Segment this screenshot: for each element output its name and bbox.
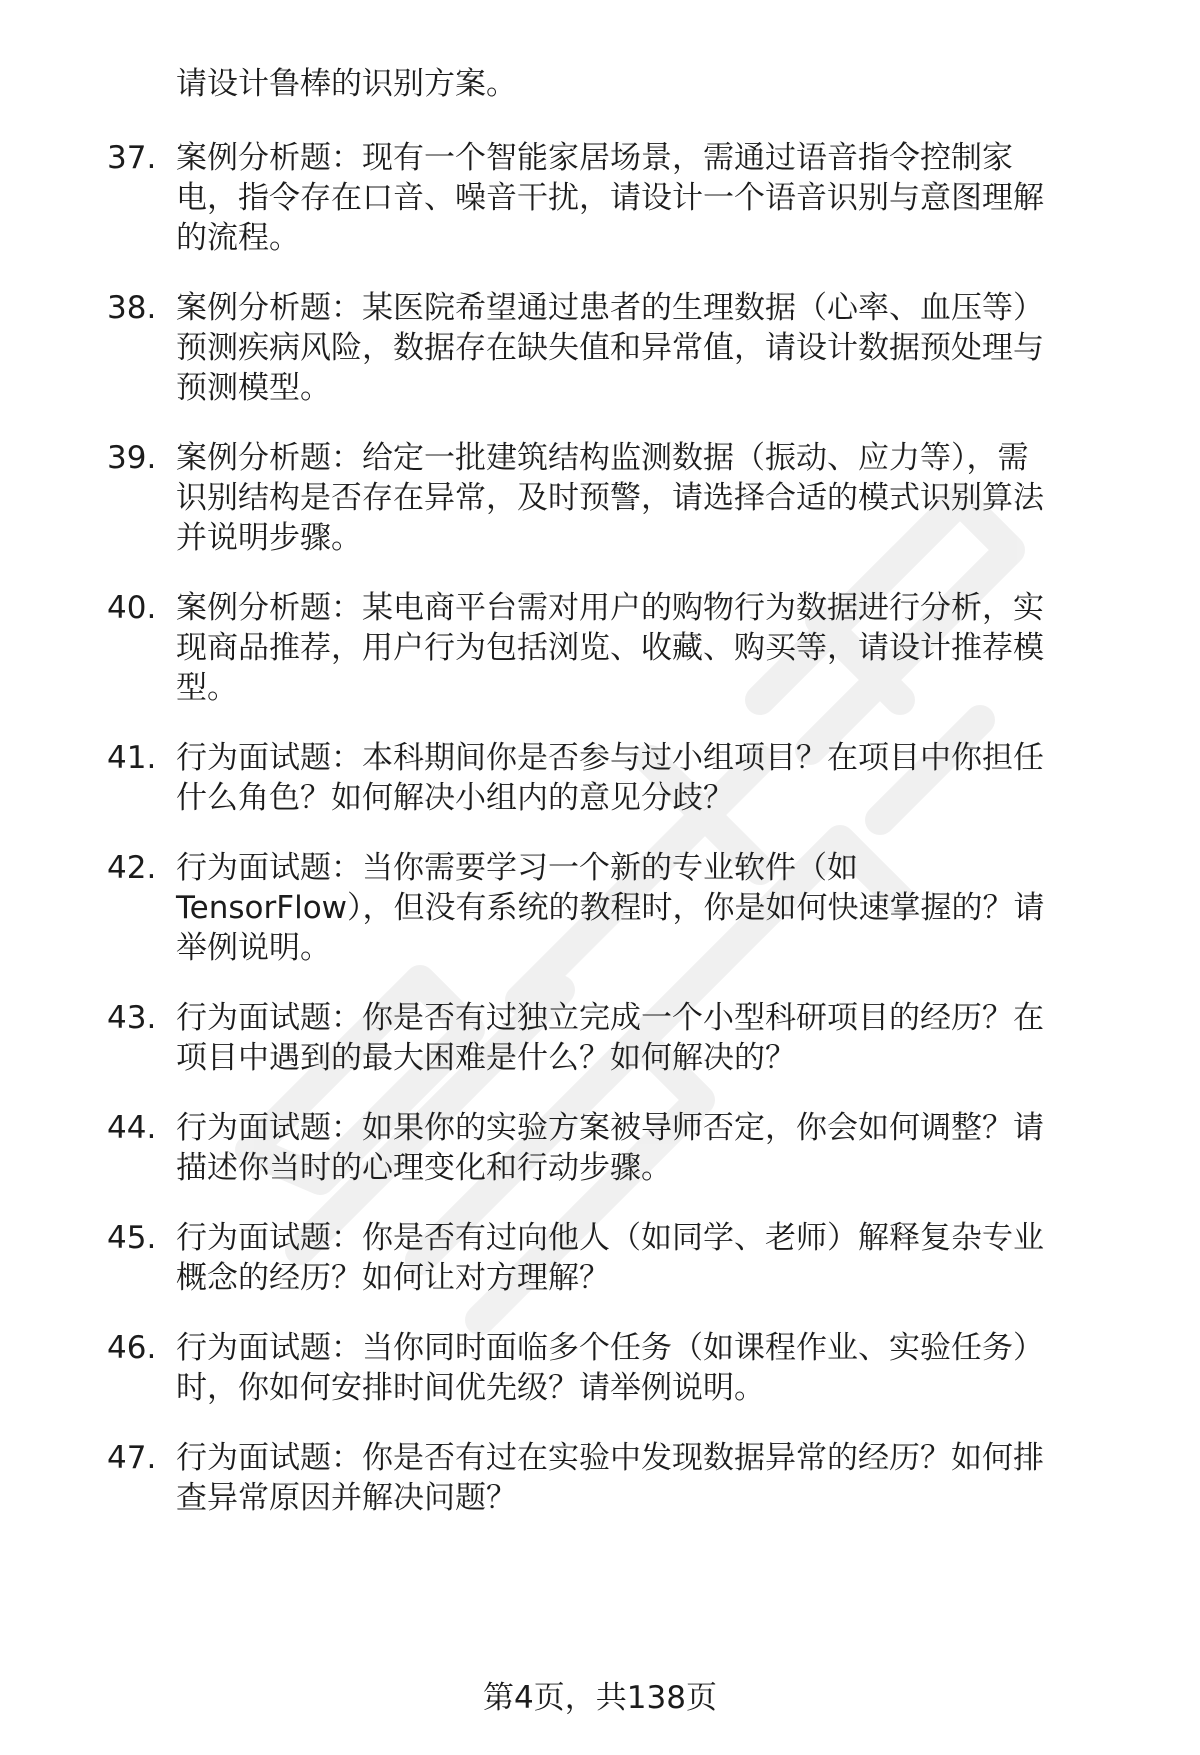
question-text xyxy=(176,1218,1100,1298)
question-line: 行为面试题：你是否有过向他人（如同学、老师）解释复杂专业 xyxy=(176,1220,1044,1256)
list-item xyxy=(0,998,1200,1078)
question-text xyxy=(176,138,1100,258)
question-text xyxy=(176,1438,1100,1518)
question-number: 47. xyxy=(107,1440,157,1476)
list-item xyxy=(0,1108,1200,1188)
question-number: 46. xyxy=(107,1330,157,1366)
continuation-line: 请设计鲁棒的识别方案。 xyxy=(176,66,517,102)
question-line: 案例分析题：给定一批建筑结构监测数据（振动、应力等），需 xyxy=(176,440,1029,476)
question-line: 的流程。 xyxy=(176,220,300,256)
question-line: TensorFlow），但没有系统的教程时，你是如何快速掌握的？请 xyxy=(176,890,1045,926)
list-item xyxy=(0,438,1200,558)
question-line: 时，你如何安排时间优先级？请举例说明。 xyxy=(176,1370,765,1406)
question-line: 行为面试题：当你需要学习一个新的专业软件（如 xyxy=(176,850,858,886)
question-line: 预测疾病风险，数据存在缺失值和异常值，请设计数据预处理与 xyxy=(176,330,1044,366)
question-line: 项目中遇到的最大困难是什么？如何解决的？ xyxy=(176,1040,796,1076)
list-item xyxy=(0,288,1200,408)
question-line: 案例分析题：现有一个智能家居场景，需通过语音指令控制家 xyxy=(176,140,1013,176)
question-number: 41. xyxy=(107,740,157,776)
page-footer: 第4页，共138页 xyxy=(483,1680,717,1716)
question-text xyxy=(176,848,1100,968)
question-number: 45. xyxy=(107,1220,157,1256)
question-line: 行为面试题：你是否有过独立完成一个小型科研项目的经历？在 xyxy=(176,1000,1044,1036)
question-text xyxy=(176,1328,1100,1408)
question-line: 识别结构是否存在异常，及时预警，请选择合适的模式识别算法 xyxy=(176,480,1044,516)
question-line: 行为面试题：如果你的实验方案被导师否定，你会如何调整？请 xyxy=(176,1110,1044,1146)
list-item xyxy=(0,588,1200,708)
question-text xyxy=(176,998,1100,1078)
question-line: 案例分析题：某医院希望通过患者的生理数据（心率、血压等） xyxy=(176,290,1044,326)
question-line: 案例分析题：某电商平台需对用户的购物行为数据进行分析，实 xyxy=(176,590,1044,626)
question-line: 描述你当时的心理变化和行动步骤。 xyxy=(176,1150,672,1186)
list-item xyxy=(0,1328,1200,1408)
question-line: 并说明步骤。 xyxy=(176,520,362,556)
list-item xyxy=(0,848,1200,968)
question-line: 举例说明。 xyxy=(176,930,331,966)
question-line: 什么角色？如何解决小组内的意见分歧？ xyxy=(176,780,734,816)
question-number: 37. xyxy=(107,140,157,176)
list-item xyxy=(0,738,1200,818)
question-text xyxy=(176,288,1100,408)
question-text xyxy=(176,588,1100,708)
question-line: 概念的经历？如何让对方理解？ xyxy=(176,1260,610,1296)
question-number: 38. xyxy=(107,290,157,326)
question-line: 电，指令存在口音、噪音干扰，请设计一个语音识别与意图理解 xyxy=(176,180,1044,216)
question-text xyxy=(176,738,1100,818)
question-line: 型。 xyxy=(176,670,238,706)
list-item xyxy=(0,138,1200,258)
question-line: 行为面试题：你是否有过在实验中发现数据异常的经历？如何排 xyxy=(176,1440,1044,1476)
list-item xyxy=(0,1218,1200,1298)
question-line: 行为面试题：本科期间你是否参与过小组项目？在项目中你担任 xyxy=(176,740,1044,776)
question-number: 42. xyxy=(107,850,157,886)
question-text xyxy=(176,1108,1100,1188)
question-number: 40. xyxy=(107,590,157,626)
question-line: 现商品推荐，用户行为包括浏览、收藏、购买等，请设计推荐模 xyxy=(176,630,1044,666)
list-item xyxy=(0,1438,1200,1518)
question-number: 44. xyxy=(107,1110,157,1146)
question-line: 行为面试题：当你同时面临多个任务（如课程作业、实验任务） xyxy=(176,1330,1044,1366)
question-number: 43. xyxy=(107,1000,157,1036)
question-line: 查异常原因并解决问题？ xyxy=(176,1480,517,1516)
question-line: 预测模型。 xyxy=(176,370,331,406)
question-list xyxy=(0,138,1200,1548)
question-number: 39. xyxy=(107,440,157,476)
question-text xyxy=(176,438,1100,558)
